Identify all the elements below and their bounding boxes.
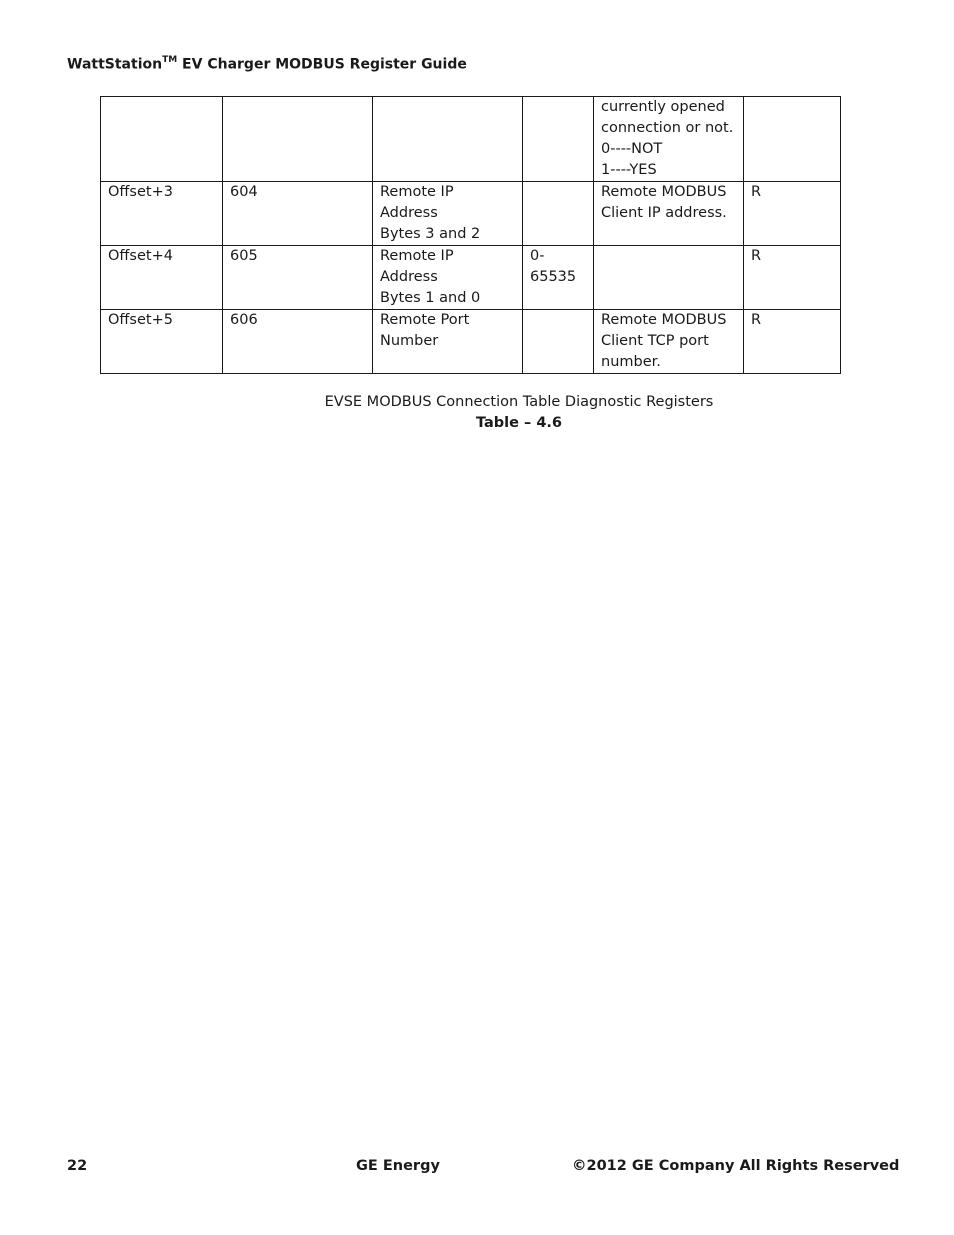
table-cell-access — [744, 182, 841, 246]
table-row — [101, 182, 841, 246]
table-cell-access — [744, 246, 841, 310]
header-title: EV Charger MODBUS Register Guide — [177, 56, 467, 73]
table-cell-name — [373, 246, 523, 310]
caption-title: EVSE MODBUS Connection Table Diagnostic Registers — [324, 394, 714, 410]
table-row — [101, 246, 841, 310]
table-caption — [100, 392, 938, 434]
footer-page-number: 22 — [67, 1158, 88, 1174]
cell-text: 0- — [530, 248, 545, 264]
table-cell-name — [373, 97, 523, 182]
cell-text: 1----YES — [601, 162, 657, 178]
cell-text: Remote IP — [380, 184, 454, 200]
table-cell-address — [223, 182, 373, 246]
cell-text: Client IP address. — [601, 205, 727, 221]
table-cell-offset — [101, 310, 223, 374]
cell-text: Bytes 3 and 2 — [380, 226, 481, 242]
table-cell-offset — [101, 97, 223, 182]
footer-company: GE Energy — [356, 1158, 440, 1174]
caption-number: Table – 4.6 — [475, 415, 563, 431]
table-cell-access — [744, 97, 841, 182]
cell-text: Remote MODBUS — [601, 312, 727, 328]
table-cell-access — [744, 310, 841, 374]
cell-text: Remote MODBUS — [601, 184, 727, 200]
cell-text: Offset+4 — [108, 248, 173, 264]
table-cell-description — [594, 182, 744, 246]
cell-text: number. — [601, 354, 661, 370]
cell-text: 0----NOT — [601, 141, 663, 157]
table-cell-offset — [101, 246, 223, 310]
table-cell-address — [223, 310, 373, 374]
table-row — [101, 310, 841, 374]
table-cell-name — [373, 310, 523, 374]
cell-text: Address — [380, 269, 438, 285]
header-trademark: TM — [162, 55, 178, 65]
cell-text: Client TCP port — [601, 333, 709, 349]
table-cell-description — [594, 246, 744, 310]
register-table-body — [101, 97, 841, 374]
cell-text: Address — [380, 205, 438, 221]
cell-text: 605 — [230, 248, 258, 264]
footer-copyright: ©2012 GE Company All Rights Reserved — [572, 1158, 900, 1174]
table-cell-name — [373, 182, 523, 246]
table-cell-description — [594, 310, 744, 374]
table-cell-range — [523, 310, 594, 374]
table-cell-range — [523, 97, 594, 182]
cell-text: Number — [380, 333, 439, 349]
page-header — [67, 56, 467, 73]
cell-text: 606 — [230, 312, 258, 328]
cell-text: R — [751, 312, 762, 328]
cell-text: 604 — [230, 184, 258, 200]
cell-text: R — [751, 248, 762, 264]
table-cell-range — [523, 246, 594, 310]
header-brand: WattStation — [67, 56, 163, 73]
cell-text: Offset+5 — [108, 312, 173, 328]
cell-text: R — [751, 184, 762, 200]
table-cell-range — [523, 182, 594, 246]
table-row — [101, 97, 841, 182]
cell-text: currently opened — [601, 99, 725, 115]
cell-text: Bytes 1 and 0 — [380, 290, 481, 306]
cell-text: 65535 — [530, 269, 577, 285]
table-cell-description — [594, 97, 744, 182]
table-cell-address — [223, 246, 373, 310]
cell-text: connection or not. — [601, 120, 734, 136]
cell-text: Remote IP — [380, 248, 454, 264]
cell-text: Offset+3 — [108, 184, 173, 200]
table-cell-offset — [101, 182, 223, 246]
table-cell-address — [223, 97, 373, 182]
register-table — [100, 96, 841, 374]
cell-text: Remote Port — [380, 312, 470, 328]
